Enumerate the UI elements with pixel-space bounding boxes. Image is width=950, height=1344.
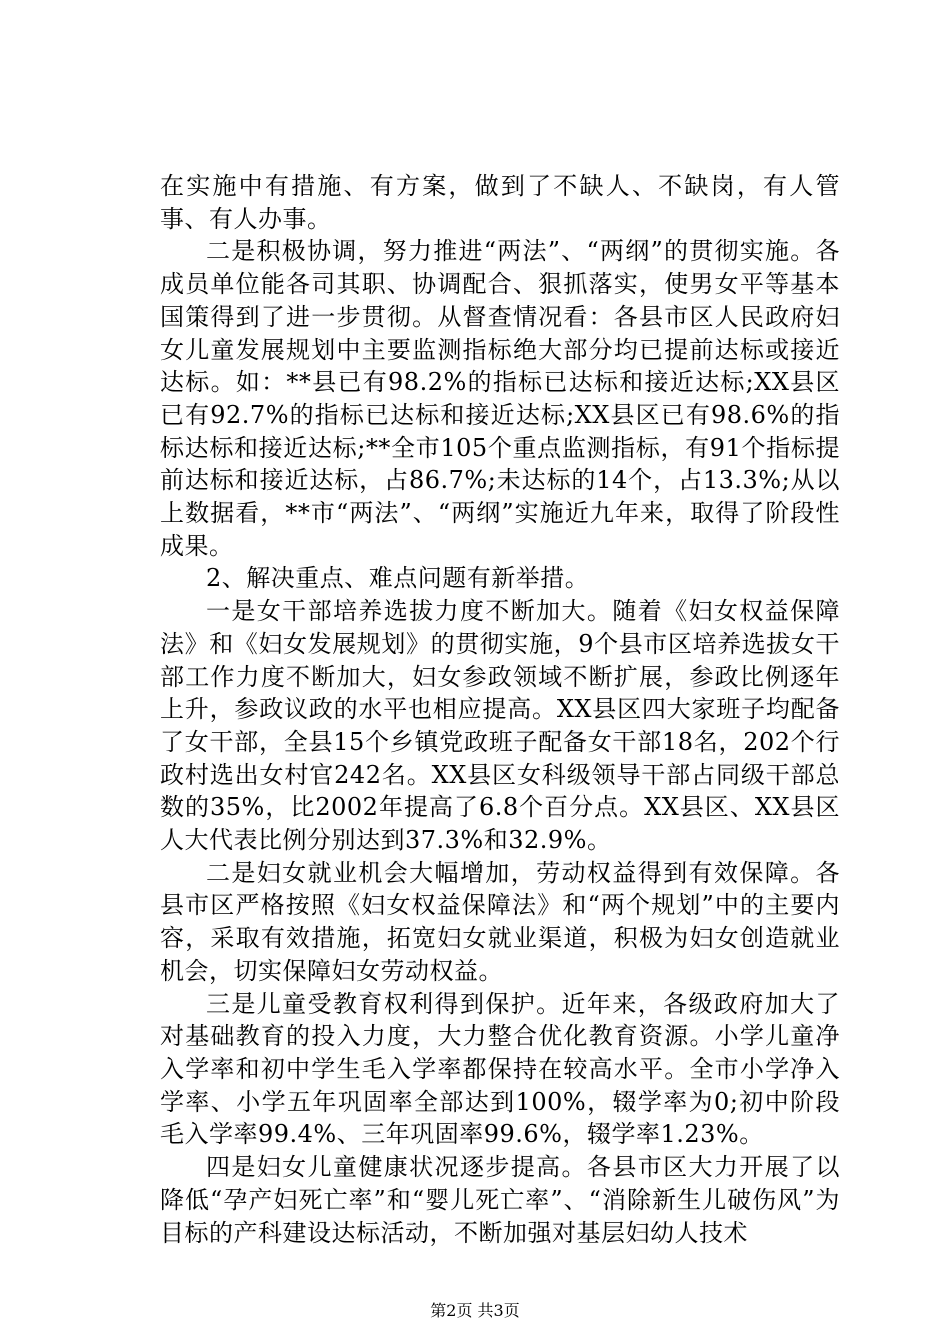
section-heading-2: 2、解决重点、难点问题有新举措。 — [206, 564, 590, 593]
page-footer: 第2页 共3页 — [430, 1301, 520, 1320]
paragraph-employment: 二是妇女就业机会大幅增加，劳动权益得到有效保障。各县市区严格按照《妇女权益保障法》和“两个规划”中的主要内容，采取有效措施，拓宽妇女就业渠道，积极为妇女创造就业机会，切实保障妇女劳动权益。 — [160, 858, 840, 985]
paragraph-health: 四是妇女儿童健康状况逐步提高。各县市区大力开展了以降低“孕产妇死亡率”和“婴儿死亡率”、“消除新生儿破伤风”为目标的产科建设达标活动，不断加强对基层妇幼人技术 — [160, 1153, 840, 1247]
paragraph-coordination: 二是积极协调，努力推进“两法”、“两纲”的贯彻实施。各成员单位能各司其职、协调配合、狠抓落实，使男女平等基本国策得到了进一步贯彻。从督查情况看：各县市区人民政府妇女儿童发展规划中主要监测指标绝大部分均已提前达标或接近达标。如：**县已有98.2%的指标已达标和接近达标;XX县区已有92.7%的指标已达标和接近达标;XX县区已有98.6%的指标达标和接近达标;**全市105个重点监测指标，有91个指标提前达标和接近达标，占86.7%;未达标的14个，占13.3%;从以上数据看，**市“两法”、“两纲”实施近九年来，取得了阶段性成果。 — [160, 237, 840, 560]
paragraph-continuation: 在实施中有措施、有方案，做到了不缺人、不缺岗，有人管事、有人办事。 — [160, 172, 840, 233]
document-body — [160, 170, 840, 1249]
paragraph-female-cadres: 一是女干部培养选拔力度不断加大。随着《妇女权益保障法》和《妇女发展规划》的贯彻实施，9个县市区培养选拔女干部工作力度不断加大，妇女参政领域不断扩展，参政比例逐年上升，参政议政的水平也相应提高。XX县区四大家班子均配备了女干部，全县15个乡镇党政班子配备女干部18名，202个行政村选出女村官242名。XX县区女科级领导干部占同级干部总数的35%，比2002年提高了6.8个百分点。XX县区、XX县区人大代表比例分别达到37.3%和32.9%。 — [160, 597, 840, 855]
paragraph-education: 三是儿童受教育权利得到保护。近年来，各级政府加大了对基础教育的投入力度，大力整合优化教育资源。小学儿童净入学率和初中学生毛入学率都保持在较高水平。全市小学净入学率、小学五年巩固率全部达到100%，辍学率为0;初中阶段毛入学率99.4%、三年巩固率99.6%，辍学率1.23%。 — [160, 989, 840, 1149]
